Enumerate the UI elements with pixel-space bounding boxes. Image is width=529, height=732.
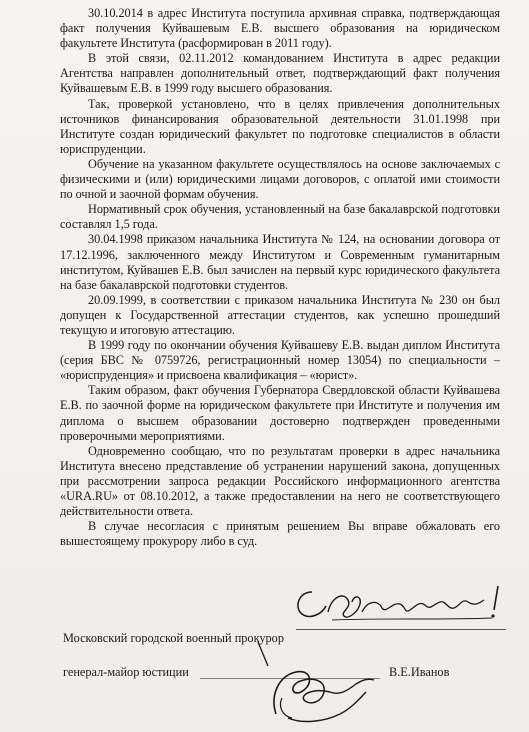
paragraph-faculty-created: Так, проверкой установлено, что в целях привлечения дополнительных источников финансирования образовательной деятельности 31.01.1998 при Институте создан юридический факультет по подготовке специалистов в области юриспруденции. <box>60 96 500 156</box>
signature-rule-top <box>296 629 506 630</box>
paragraph-enrollment: 30.04.1998 приказом начальника Института № 124, на основании договора от 17.12.1996, заключенного между Институтом и Современным гуманитарным институтом, Куйвашев Е.В. был зачислен на первый курс юридического факультета на базе бакалаврской подготовки студентов. <box>60 232 500 292</box>
paragraph-diploma: В 1999 году по окончании обучения Куйвашеву Е.В. выдан диплом Института (серия БВС № 0759726, регистрационный номер 13054) по специальности – «юриспруденция» и присвоена квалификация – «юрист». <box>60 338 500 383</box>
paragraph-attestation: 20.09.1999, в соответствии с приказом начальника Института № 230 он был допущен к Государственной аттестации студентов, как успешно прошедший текущую и итоговую аттестацию. <box>60 292 500 337</box>
paragraph-additional-reply: В этой связи, 02.11.2012 командованием Института в адрес редакции Агентства направлен дополнительный ответ, подтверждающий факт получения Куйвашевым Е.В. в 1999 году высшего образования. <box>60 51 500 96</box>
paragraph-training-period: Нормативный срок обучения, установленный на базе бакалаврской подготовки составлял 1,5 года. <box>60 202 500 232</box>
paragraph-appeal: В случае несогласия с принятым решением Вы вправе обжаловать его вышестоящему прокурору либо в суд. <box>60 519 500 549</box>
prosecutor-position: Московский городской военный прокурор <box>63 631 284 645</box>
handwritten-signature <box>248 636 398 728</box>
paragraph-conclusion: Таким образом, факт обучения Губернатора Свердловской области Куйвашева Е.В. по заочной форме на юридическом факультете при Институте и получения им диплома о высшем образовании достоверно подтвержден проведенными проверочными мероприятиями. <box>60 383 500 443</box>
letter-body <box>60 6 500 549</box>
paragraph-submission: Одновременно сообщаю, что по результатам проверки в адрес начальника Института внесено представление об устранении нарушений закона, допущенных при рассмотрении запроса редакции Российского информационного агентства «URA.RU» от 08.10.2012, а также предоставлении на него не соответствующего действительности ответа. <box>60 443 500 519</box>
handwritten-closing-signature <box>292 582 514 624</box>
paragraph-contract-training: Обучение на указанном факультете осуществлялось на основе заключаемых с физическими и (или) юридическими лицами договоров, с оплатой ими стоимости по очной и заочной формам обучения. <box>60 156 500 202</box>
prosecutor-rank: генерал-майор юстиции <box>63 665 189 679</box>
paragraph-archive-certificate: 30.10.2014 в адрес Института поступила архивная справка, подтверждающая факт получения Куйвашевым Е.В. высшего образования на юридическом факультете Института (расформирован в 2011 году). <box>60 6 500 51</box>
prosecutor-name: В.Е.Иванов <box>389 665 450 679</box>
